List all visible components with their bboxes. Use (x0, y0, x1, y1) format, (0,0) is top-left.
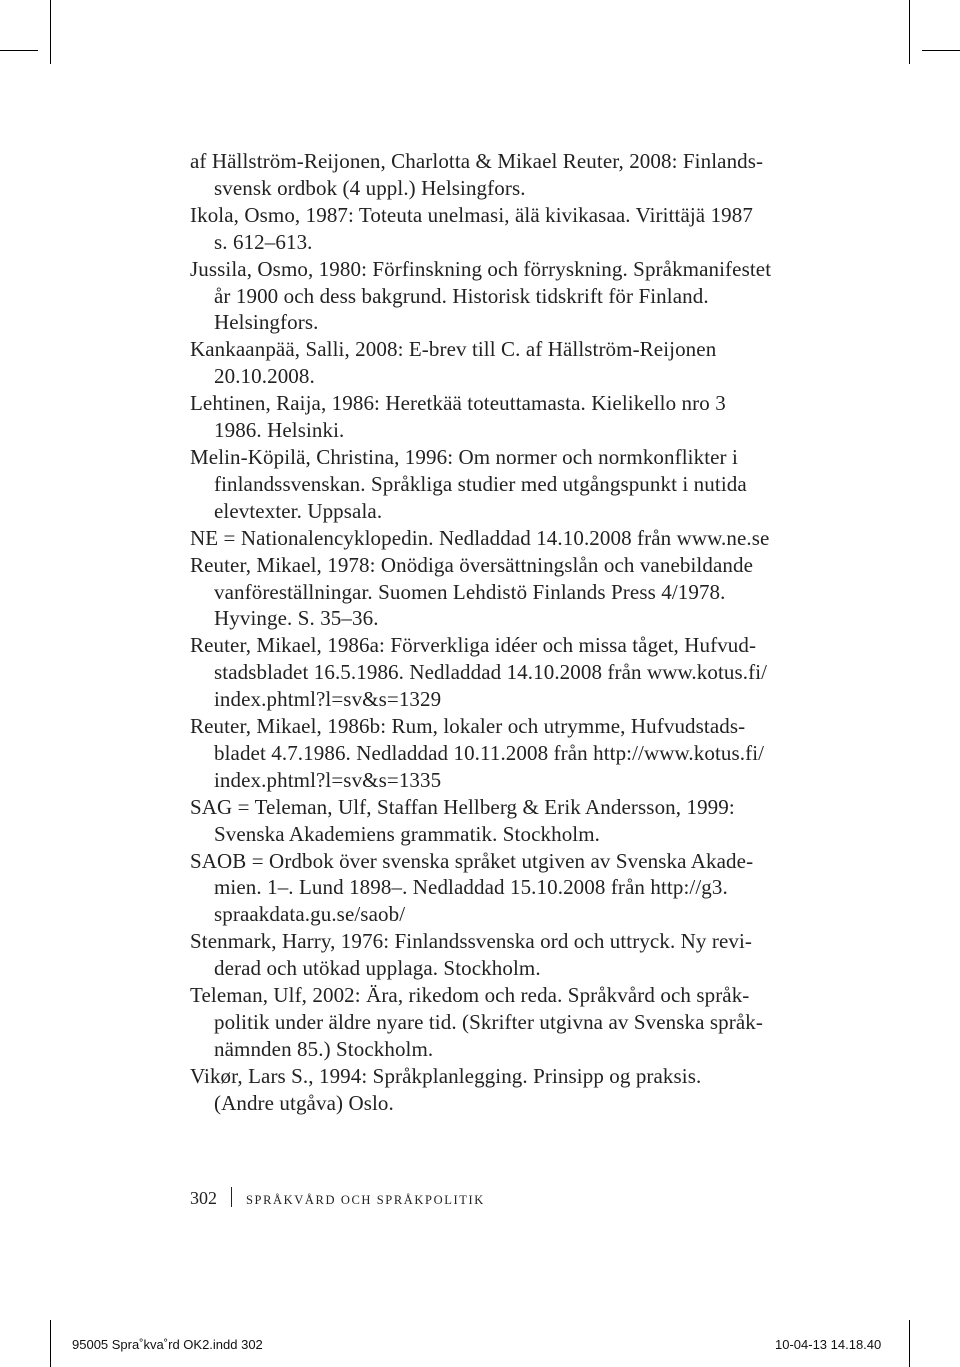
reference-line: nämnden 85.) Stockholm. (214, 1036, 434, 1061)
reference-entry (190, 713, 830, 794)
reference-line: år 1900 och dess bakgrund. Historisk tidskrift för Finland. (214, 283, 709, 308)
reference-entry (190, 336, 830, 390)
reference-line: Hyvinge. S. 35–36. (214, 606, 379, 631)
crop-mark-bottom-right-vertical (909, 1320, 910, 1367)
reference-entry (190, 982, 830, 1063)
reference-line: index.phtml?l=sv&s=1329 (214, 687, 442, 712)
reference-line: svensk ordbok (4 uppl.) Helsingfors. (214, 175, 526, 200)
reference-entry (190, 148, 830, 202)
reference-line: Helsingfors. (214, 310, 319, 335)
crop-mark-top-right-horizontal (922, 50, 960, 51)
reference-line: Lehtinen, Raija, 1986: Heretkää toteuttamasta. Kielikello nro 3 (190, 391, 726, 416)
reference-line: Vikør, Lars S., 1994: Språkplanlegging. Prinsipp og praksis. (190, 1063, 702, 1088)
reference-line: Kankaanpää, Salli, 2008: E-brev till C. af Hällström-Reijonen (190, 337, 717, 362)
slug-filename: 95005 Spra˚kva˚rd OK2.indd 302 (72, 1337, 263, 1352)
page-number: 302 (190, 1188, 217, 1208)
reference-entry (190, 1063, 830, 1117)
reference-list (190, 148, 830, 1117)
reference-line: Reuter, Mikael, 1986a: Förverkliga idéer och missa tåget, Hufvud- (190, 633, 757, 658)
reference-line: bladet 4.7.1986. Nedladdad 10.11.2008 från http://www.kotus.fi/ (214, 740, 765, 765)
crop-mark-top-left-vertical (50, 0, 51, 64)
reference-line: (Andre utgåva) Oslo. (214, 1090, 394, 1115)
reference-entry (190, 202, 830, 256)
reference-entry (190, 848, 830, 929)
reference-entry (190, 444, 830, 525)
reference-line: Jussila, Osmo, 1980: Förfinskning och förryskning. Språkmanifestet (190, 256, 772, 281)
reference-line: stadsbladet 16.5.1986. Nedladdad 14.10.2008 från www.kotus.fi/ (214, 660, 768, 685)
reference-line: Reuter, Mikael, 1986b: Rum, lokaler och utrymme, Hufvudstads- (190, 714, 746, 739)
reference-line: finlandssvenskan. Språkliga studier med utgångspunkt i nutida (214, 471, 747, 496)
reference-entry (190, 632, 830, 713)
running-title: SPRÅKVÅRD OCH SPRÅKPOLITIK (246, 1193, 485, 1207)
page-footer (190, 1186, 485, 1212)
reference-line: mien. 1–. Lund 1898–. Nedladdad 15.10.2008 från http://g3. (214, 875, 728, 900)
reference-line: s. 612–613. (214, 229, 313, 254)
reference-line: SAG = Teleman, Ulf, Staffan Hellberg & Erik Andersson, 1999: (190, 794, 735, 819)
reference-line: Stenmark, Harry, 1976: Finlandssvenska ord och uttryck. Ny revi- (190, 929, 753, 954)
reference-line: Teleman, Ulf, 2002: Ära, rikedom och reda. Språkvård och språk- (190, 983, 750, 1008)
slug-timestamp: 10-04-13 14.18.40 (775, 1337, 882, 1352)
reference-line: 1986. Helsinki. (214, 418, 345, 443)
reference-line: SAOB = Ordbok över svenska språket utgiven av Svenska Akade- (190, 848, 754, 873)
reference-line: af Hällström-Reijonen, Charlotta & Mikael Reuter, 2008: Finlands- (190, 149, 764, 173)
reference-line: 20.10.2008. (214, 364, 315, 389)
reference-line: Ikola, Osmo, 1987: Toteuta unelmasi, älä kivikasaa. Virittäjä 1987 (190, 202, 753, 227)
reference-line: politik under äldre nyare tid. (Skrifter utgivna av Svenska språk- (214, 1010, 763, 1034)
reference-line: derad och utökad upplaga. Stockholm. (214, 956, 541, 981)
reference-line: Melin-Köpilä, Christina, 1996: Om normer och normkonflikter i (190, 444, 738, 469)
reference-entry (190, 928, 830, 982)
reference-entry (190, 552, 830, 633)
crop-mark-top-left-horizontal (0, 50, 38, 51)
reference-line: index.phtml?l=sv&s=1335 (214, 767, 442, 792)
footer-separator (231, 1187, 232, 1207)
reference-line: Reuter, Mikael, 1978: Onödiga översättningslån och vanebildande (190, 552, 753, 577)
reference-line: NE = Nationalencyklopedin. Nedladdad 14.10.2008 från www.ne.se (190, 525, 770, 550)
reference-entry (190, 390, 830, 444)
reference-entry (190, 525, 830, 552)
crop-mark-top-right-vertical (909, 0, 910, 64)
reference-line: spraakdata.gu.se/saob/ (214, 902, 406, 927)
reference-line: vanföreställningar. Suomen Lehdistö Finlands Press 4/1978. (214, 579, 726, 604)
reference-line: Svenska Akademiens grammatik. Stockholm. (214, 821, 601, 846)
reference-entry (190, 794, 830, 848)
reference-line: elevtexter. Uppsala. (214, 498, 383, 523)
crop-mark-bottom-left-vertical (50, 1320, 51, 1367)
reference-entry (190, 256, 830, 337)
